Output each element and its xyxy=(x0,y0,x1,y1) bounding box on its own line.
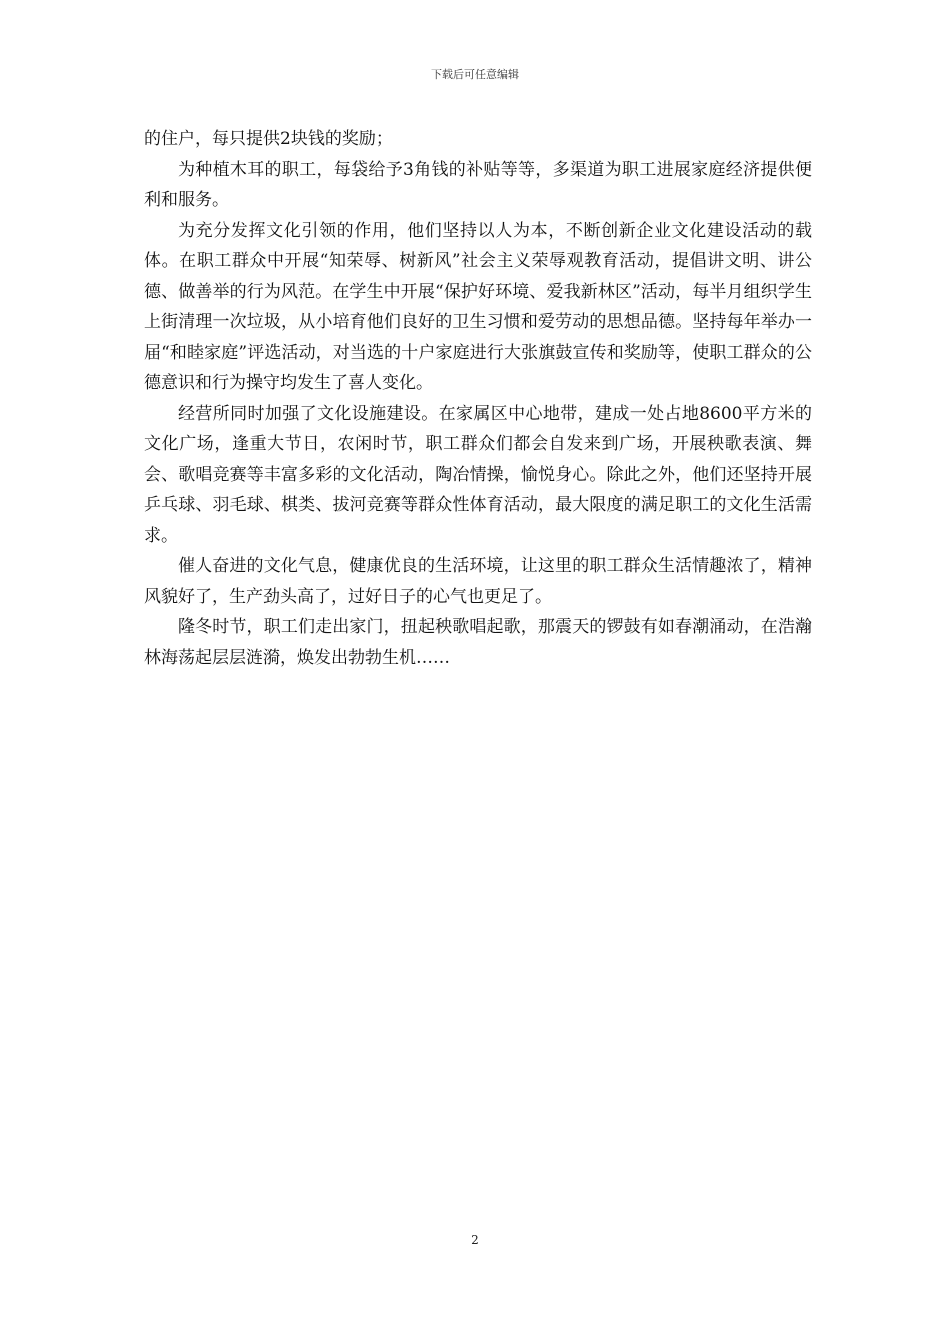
paragraph-6: 隆冬时节，职工们走出家门，扭起秧歌唱起歌，那震天的锣鼓有如春潮涌动，在浩瀚林海荡起层层涟漪，焕发出勃勃生机…… xyxy=(144,617,812,668)
paragraph-1: 的住户，每只提供2块钱的奖励； xyxy=(144,129,393,149)
paragraph-5: 催人奋进的文化气息，健康优良的生活环境，让这里的职工群众生活情趣浓了，精神风貌好了，生产劲头高了，过好日子的心气也更足了。 xyxy=(144,556,812,607)
paragraph-3: 为充分发挥文化引领的作用，他们坚持以人为本，不断创新企业文化建设活动的载体。在职工群众中开展“知荣辱、树新风”社会主义荣辱观教育活动，提倡讲文明、讲公德、做善举的行为风范。在学生中开展“保护好环境、爱我新林区”活动，每半月组织学生上街清理一次垃圾，从小培育他们良好的卫生习惯和爱劳动的思想品德。坚持每年举办一届“和睦家庭”评选活动，对当选的十户家庭进行大张旗鼓宣传和奖励等，使职工群众的公德意识和行为操守均发生了喜人变化。 xyxy=(144,220,812,393)
paragraph-4: 经营所同时加强了文化设施建设。在家属区中心地带，建成一处占地8600平方米的文化广场，逢重大节日，农闲时节，职工群众们都会自发来到广场，开展秧歌表演、舞会、歌唱竞赛等丰富多彩的文化活动，陶冶情操，愉悦身心。除此之外，他们还坚持开展乒乓球、羽毛球、棋类、拔河竞赛等群众性体育活动，最大限度的满足职工的文化生活需求。 xyxy=(144,403,812,546)
page-number: 2 xyxy=(471,1233,479,1247)
page-header: 下载后可任意编辑 xyxy=(431,68,519,81)
document-body xyxy=(144,124,812,673)
paragraph-2: 为种植木耳的职工，每袋给予3角钱的补贴等等，多渠道为职工进展家庭经济提供便利和服务。 xyxy=(144,159,812,210)
